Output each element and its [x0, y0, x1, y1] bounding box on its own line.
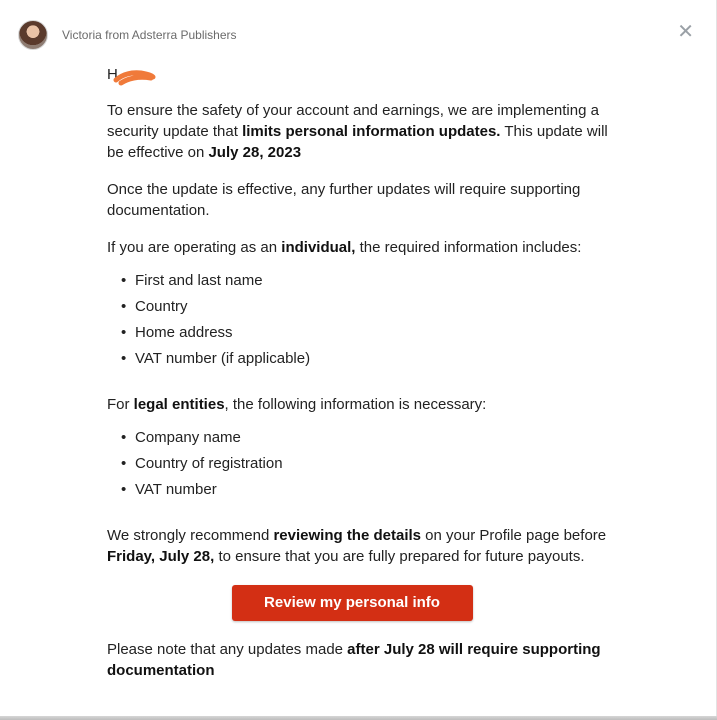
message-header — [18, 19, 237, 51]
close-icon[interactable]: ✕ — [677, 21, 694, 43]
list-item: • Company name — [121, 425, 627, 451]
entity-requirements-list — [107, 425, 627, 503]
window-bottom-edge — [0, 716, 717, 720]
greeting — [107, 64, 627, 86]
paragraph-recommendation: We strongly recommend reviewing the details on your Profile page before Friday, July 28, to ensure that you are fully prepared for future payouts. — [107, 527, 607, 565]
button-container — [77, 585, 627, 621]
list-item: • VAT number (if applicable) — [121, 346, 627, 372]
paragraph-legal-entities: For legal entities, the following information is necessary: — [107, 396, 487, 413]
list-item: • Country of registration — [121, 451, 627, 477]
list-item: • Home address — [121, 320, 627, 346]
redaction-scribble — [113, 66, 157, 86]
list-item: • Country — [121, 294, 627, 320]
list-item: • VAT number — [121, 477, 627, 503]
paragraph-note: Please note that any updates made after July 28 will require supporting documentation — [107, 641, 601, 679]
sender-name: Victoria from Adsterra Publishers — [62, 28, 237, 42]
paragraph-documentation: Once the update is effective, any further updates will require supporting documentation. — [107, 181, 581, 219]
paragraph-individual: If you are operating as an individual, the required information includes: — [107, 239, 582, 256]
individual-requirements-list — [107, 268, 627, 372]
review-personal-info-button[interactable]: Review my personal info — [232, 585, 473, 621]
paragraph-security-update: To ensure the safety of your account and earnings, we are implementing a security update that limits personal information updates. This update will be effective on July 28, 2023 — [107, 102, 608, 161]
message-body — [107, 64, 627, 697]
list-item: • First and last name — [121, 268, 627, 294]
sender-avatar — [18, 20, 48, 50]
greeting-text: H — [107, 66, 118, 83]
